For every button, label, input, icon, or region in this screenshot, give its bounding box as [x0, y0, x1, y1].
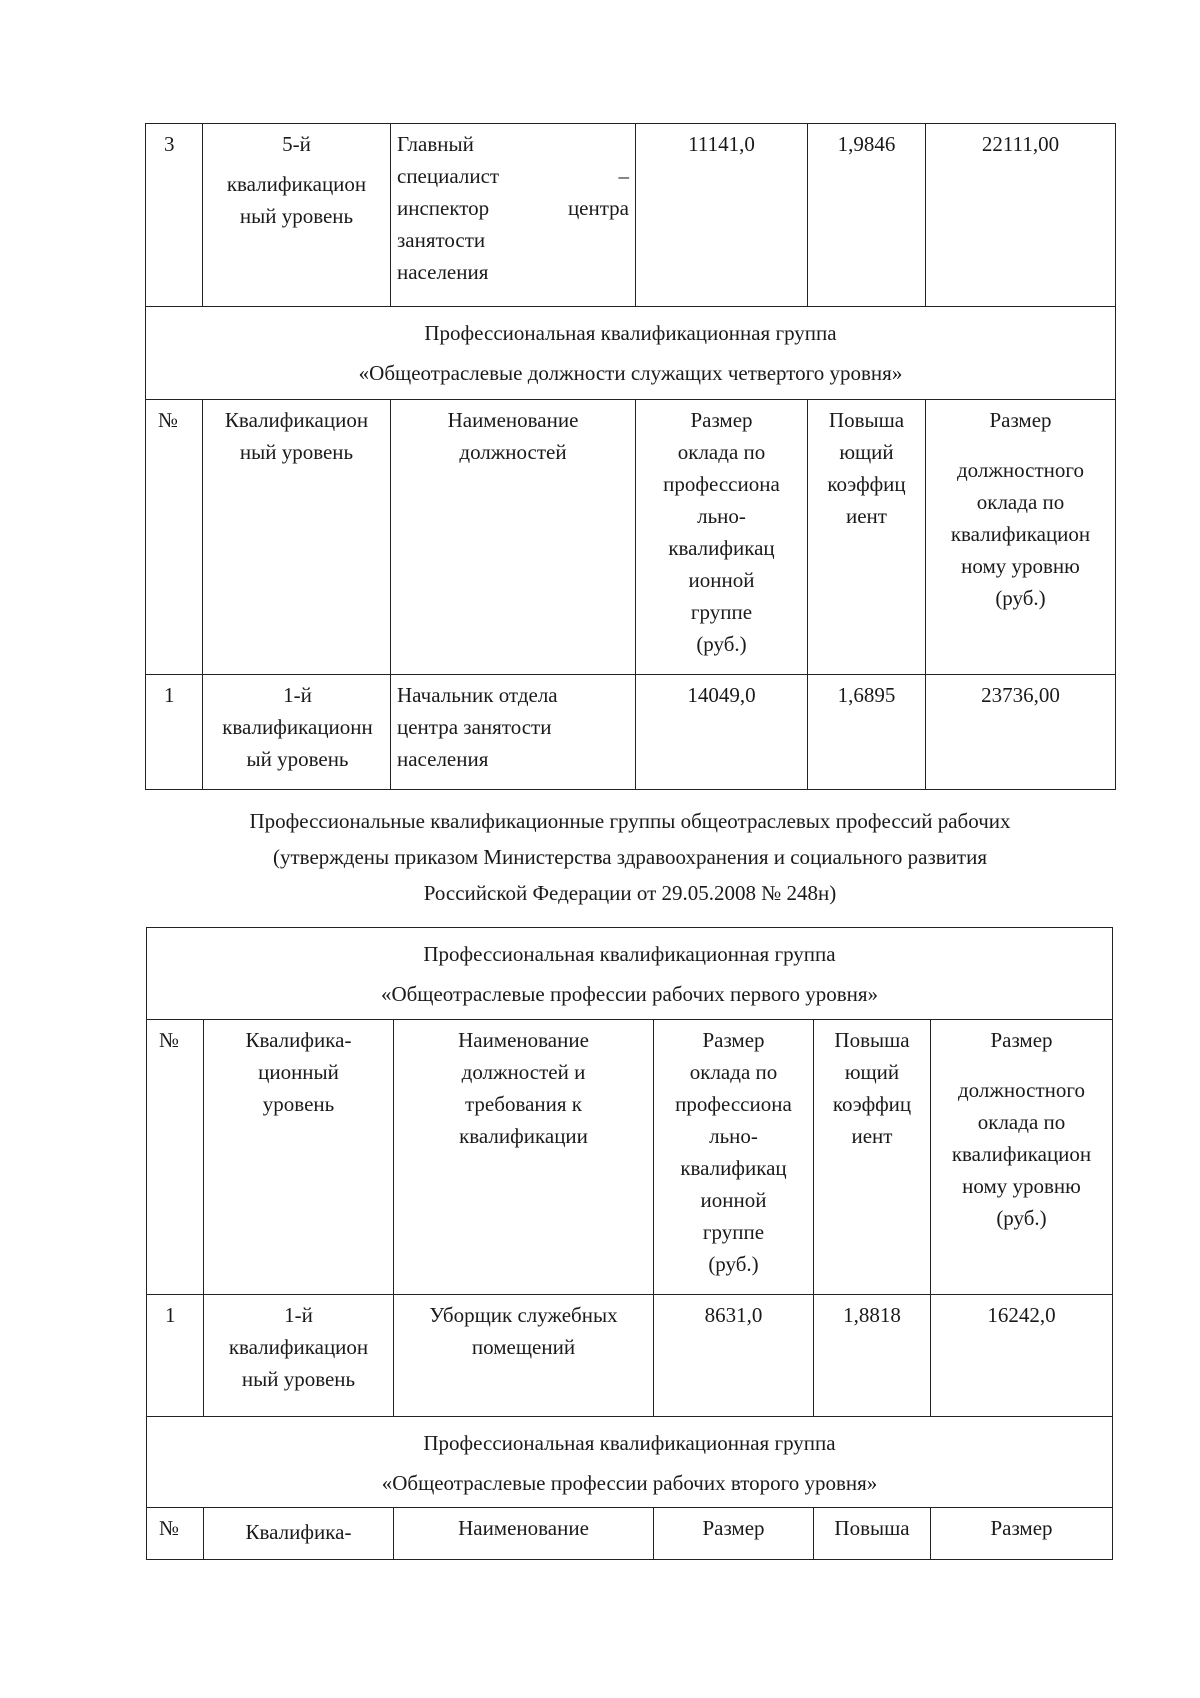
group-title-row — [147, 928, 1113, 1020]
header-line: Размер — [989, 408, 1052, 432]
header-line: Квалификацион — [224, 408, 369, 432]
header-line: группе — [690, 600, 753, 624]
table-row — [146, 675, 1116, 790]
header-line: (руб.) — [996, 1206, 1047, 1230]
header-line: иент — [851, 1124, 893, 1148]
caption-line: Профессиональные квалификационные группы общеотраслевых профессий рабочих — [249, 809, 1011, 833]
level-line: 5-й — [282, 132, 311, 156]
group-name-line: «Общеотраслевые профессии рабочих второго уровня» — [381, 1471, 878, 1495]
caption-line: Российской Федерации от 29.05.2008 № 248н) — [423, 881, 837, 905]
header-line: квалификации — [459, 1124, 588, 1148]
row-number: 3 — [146, 124, 203, 307]
name-line: инспектор — [397, 196, 490, 220]
table-service-positions — [145, 123, 1116, 790]
header-line: ному уровню — [962, 1174, 1081, 1198]
header-line: ющий — [844, 1060, 900, 1084]
name-line: Уборщик служебных — [429, 1303, 618, 1327]
workers-groups-caption — [140, 803, 1120, 911]
header-line: квалификацион — [951, 1142, 1092, 1166]
header-coefficient: Повыша — [814, 1508, 931, 1560]
header-line: квалификацион — [950, 522, 1091, 546]
header-line: ный уровень — [239, 440, 354, 464]
header-line: льно- — [697, 504, 746, 528]
header-line: (руб.) — [995, 586, 1046, 610]
header-number: № — [147, 1508, 204, 1560]
table-header-row — [147, 1508, 1113, 1560]
header-line: (руб.) — [696, 632, 747, 656]
salary-cell: 8631,0 — [654, 1295, 814, 1417]
level-line: 1-й — [284, 1303, 313, 1327]
header-line: квалификац — [668, 536, 775, 560]
level-line: квалификацион — [226, 172, 367, 196]
header-line: профессиона — [663, 472, 780, 496]
header-line: уровень — [262, 1092, 335, 1116]
name-line: населения — [397, 260, 489, 284]
group-title-cell — [146, 307, 1116, 400]
header-line: Повыша — [828, 408, 905, 432]
name-line: помещений — [471, 1335, 576, 1359]
header-line: профессиона — [675, 1092, 792, 1116]
header-line: коэффиц — [832, 1092, 912, 1116]
name-line: центра занятости — [397, 715, 552, 739]
group-title-line: Профессиональная квалификационная группа — [424, 321, 837, 345]
position-name-cell — [394, 1295, 654, 1417]
header-total-salary — [931, 1020, 1113, 1295]
header-line: оклада по — [976, 490, 1065, 514]
level-line: ный уровень — [239, 204, 354, 228]
group-title-cell — [147, 1417, 1113, 1508]
header-salary — [654, 1020, 814, 1295]
table-row — [147, 1295, 1113, 1417]
group-title-row — [147, 1417, 1113, 1508]
name-line: специалист — [397, 164, 500, 188]
total-salary-cell: 23736,00 — [926, 675, 1116, 790]
header-line: оклада по — [689, 1060, 778, 1084]
header-line: Размер — [990, 1028, 1053, 1052]
name-line: Главный — [397, 132, 474, 156]
group-title-line: Профессиональная квалификационная группа — [423, 1431, 836, 1455]
coefficient-cell: 1,6895 — [808, 675, 926, 790]
header-line: коэффиц — [827, 472, 906, 496]
total-salary-cell: 22111,00 — [926, 124, 1116, 307]
header-number: № — [146, 400, 203, 675]
header-line: иент — [846, 504, 887, 528]
header-total-salary: Размер — [931, 1508, 1113, 1560]
group-title-cell — [147, 928, 1113, 1020]
salary-cell: 14049,0 — [636, 675, 808, 790]
header-level: Квалифика- — [204, 1508, 394, 1560]
header-salary: Размер — [654, 1508, 814, 1560]
level-line: ный уровень — [241, 1367, 356, 1391]
position-name-cell — [391, 675, 636, 790]
total-salary-cell: 16242,0 — [931, 1295, 1113, 1417]
qualification-level-cell — [203, 124, 391, 307]
table-worker-professions — [146, 927, 1113, 1560]
header-line: ющий — [839, 440, 894, 464]
header-line: оклада по — [677, 440, 766, 464]
header-line: Квалифика- — [245, 1028, 352, 1052]
header-line: (руб.) — [708, 1252, 759, 1276]
header-line: требования к — [465, 1092, 582, 1116]
header-line: ционный — [258, 1060, 339, 1084]
salary-cell: 11141,0 — [636, 124, 808, 307]
caption-line: (утверждены приказом Министерства здравоохранения и социального развития — [272, 845, 987, 869]
header-line: должностного — [958, 1078, 1085, 1102]
header-line: ному уровню — [961, 554, 1080, 578]
header-number: № — [147, 1020, 204, 1295]
qualification-level-cell — [204, 1295, 394, 1417]
table-row — [146, 124, 1116, 307]
header-line: Размер — [690, 408, 753, 432]
qualification-level-cell — [203, 675, 391, 790]
level-line: ый уровень — [246, 747, 349, 771]
header-line: Наименование — [447, 408, 579, 432]
header-line: оклада по — [977, 1110, 1066, 1134]
header-line: ионной — [688, 568, 755, 592]
header-line: Наименование — [458, 1028, 589, 1052]
coefficient-cell: 1,8818 — [814, 1295, 931, 1417]
table-header-row — [146, 400, 1116, 675]
level-line: 1-й — [283, 683, 312, 707]
group-title-row — [146, 307, 1116, 400]
name-line: центра — [567, 196, 629, 220]
header-position-name: Наименование — [394, 1508, 654, 1560]
group-name-line: «Общеотраслевые профессии рабочих первого уровня» — [380, 982, 879, 1006]
level-line: квалификацион — [228, 1335, 369, 1359]
header-line: Размер — [702, 1028, 765, 1052]
header-level — [203, 400, 391, 675]
header-line: должностного — [957, 458, 1084, 482]
header-position-name — [394, 1020, 654, 1295]
row-number: 1 — [147, 1295, 204, 1417]
group-name-line: «Общеотраслевые должности служащих четвертого уровня» — [358, 361, 903, 385]
row-number: 1 — [146, 675, 203, 790]
header-line: Повыша — [834, 1028, 910, 1052]
header-line: группе — [702, 1220, 765, 1244]
header-line: льно- — [709, 1124, 758, 1148]
position-name-cell — [391, 124, 636, 307]
header-line: квалификац — [680, 1156, 787, 1180]
table-header-row — [147, 1020, 1113, 1295]
header-position-name — [391, 400, 636, 675]
header-coefficient — [808, 400, 926, 675]
level-line: квалификационн — [222, 715, 373, 739]
header-line: ионной — [700, 1188, 767, 1212]
header-line: должностей — [459, 440, 567, 464]
name-line: занятости — [397, 228, 486, 252]
coefficient-cell: 1,9846 — [808, 124, 926, 307]
header-total-salary — [926, 400, 1116, 675]
header-level — [204, 1020, 394, 1295]
header-line: должностей и — [461, 1060, 586, 1084]
name-line: населения — [397, 747, 489, 771]
header-salary — [636, 400, 808, 675]
header-coefficient — [814, 1020, 931, 1295]
name-line: – — [618, 164, 629, 188]
name-line: Начальник отдела — [397, 683, 558, 707]
group-title-line: Профессиональная квалификационная группа — [423, 942, 836, 966]
